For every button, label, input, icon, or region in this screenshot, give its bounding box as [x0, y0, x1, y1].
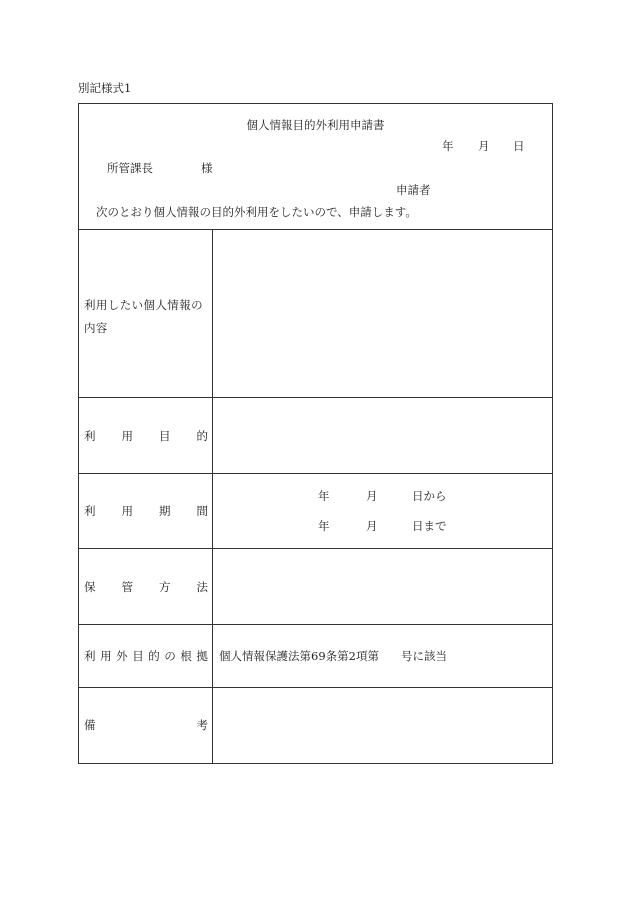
label-char: 用 [121, 429, 133, 443]
label-char: 根 [180, 649, 192, 663]
label-char: 方 [159, 580, 171, 594]
period-to-month: 月 [366, 519, 378, 533]
value-storage[interactable] [213, 549, 552, 624]
intro-text: 次のとおり個人情報の目的外利用をしたいので、申請します。 [96, 205, 417, 219]
label-char: 備 [84, 718, 96, 732]
form-title: 個人情報目的外利用申請書 [246, 118, 385, 132]
label-char: 利 [84, 649, 96, 663]
period-from-year: 年 [318, 489, 330, 503]
addressee-honorific: 様 [201, 161, 213, 175]
value-content[interactable] [213, 230, 552, 397]
applicant-label: 申請者 [396, 183, 431, 197]
period-from-month: 月 [366, 489, 378, 503]
label-char: 目 [132, 649, 144, 663]
label-char: 的 [148, 649, 160, 663]
label-purpose [84, 429, 208, 443]
label-storage [84, 580, 208, 594]
value-purpose[interactable] [213, 398, 552, 473]
label-char: 保 [84, 580, 96, 594]
label-content: 利用したい個人情報の内容 [84, 298, 203, 335]
period-from-day: 日から [412, 489, 447, 503]
label-char: 拠 [196, 649, 208, 663]
basis-text-start: 個人情報保護法第69条第2項第 [219, 649, 379, 663]
date-day: 日 [513, 139, 525, 153]
label-char: 用 [100, 649, 112, 663]
label-char: の [164, 649, 176, 663]
basis-text-end: 号に該当 [401, 649, 447, 663]
rule-purpose-bottom [78, 473, 553, 474]
label-basis [84, 649, 208, 663]
label-char: 用 [121, 504, 133, 518]
label-char: 利 [84, 504, 96, 518]
label-period [84, 504, 208, 518]
label-char: 管 [121, 580, 133, 594]
date-month: 月 [478, 139, 490, 153]
label-remarks [84, 718, 208, 732]
addressee-office: 所管課長 [107, 161, 153, 175]
period-to-year: 年 [318, 519, 330, 533]
label-char: 間 [196, 504, 208, 518]
value-remarks[interactable] [213, 688, 552, 763]
rule-storage-bottom [78, 624, 553, 625]
label-char: 考 [196, 718, 208, 732]
label-char: 外 [116, 649, 128, 663]
label-char: 期 [159, 504, 171, 518]
date-year: 年 [442, 139, 454, 153]
label-char: 目 [159, 429, 171, 443]
label-char: 的 [196, 429, 208, 443]
label-char: 法 [196, 580, 208, 594]
form-reference: 別記様式1 [78, 81, 132, 95]
label-char: 利 [84, 429, 96, 443]
period-to-day: 日まで [412, 519, 447, 533]
